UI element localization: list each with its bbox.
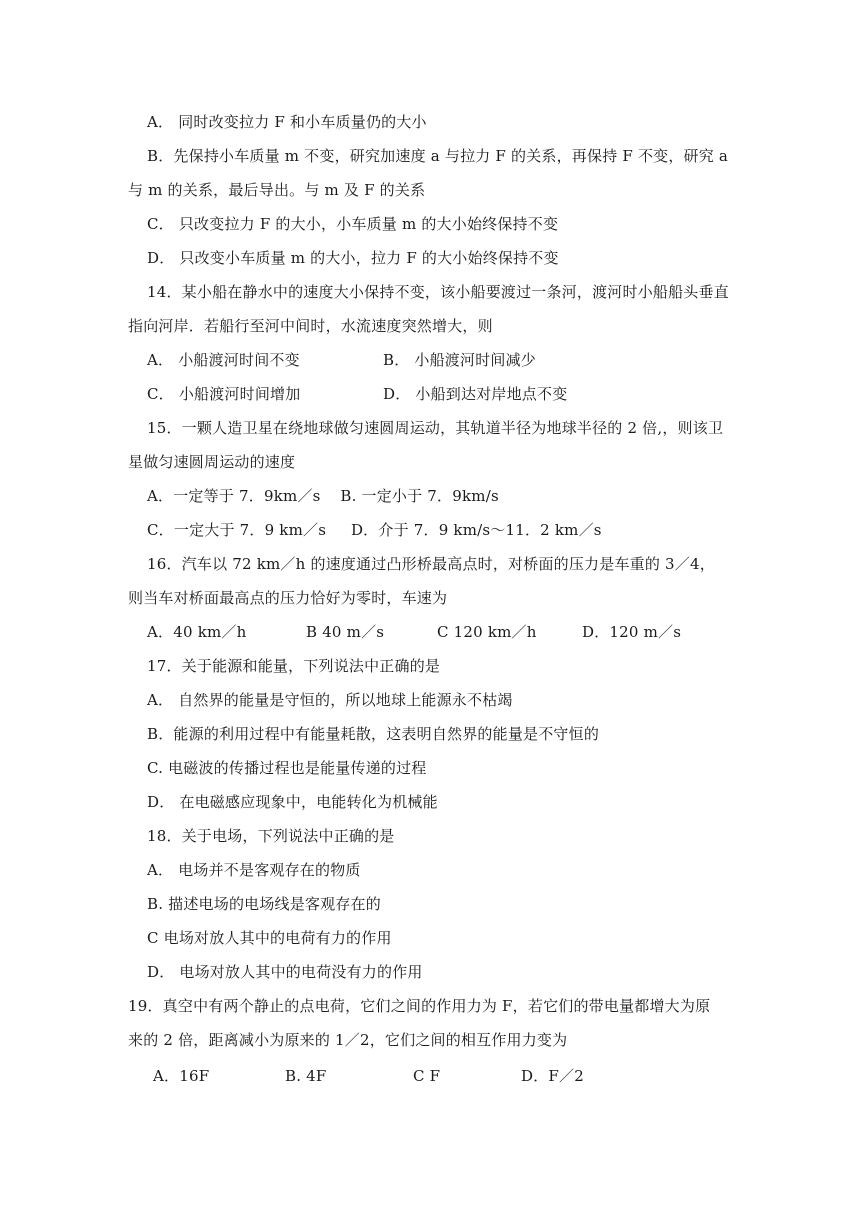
q18-option-c: C 电场对放人其中的电荷有力的作用 xyxy=(147,929,392,947)
q18-option-a: A． 电场并不是客观存在的物质 xyxy=(147,861,361,879)
q18-option-d: D． 电场对放人其中的电荷没有力的作用 xyxy=(147,963,423,981)
q17-option-a: A． 自然界的能量是守恒的，所以地球上能源永不枯竭 xyxy=(147,691,513,709)
q16-option-c: C 120 km／h xyxy=(437,623,537,641)
q13-option-a: A． 同时改变拉力 F 和小车质量仍的大小 xyxy=(147,113,427,131)
q18-option-b: B. 描述电场的电场线是客观存在的 xyxy=(147,895,381,913)
q13-option-b: B．先保持小车质量 m 不变，研究加速度 a 与拉力 F 的关系，再保持 F 不变，研究 a xyxy=(147,147,729,165)
q13-option-b-continued: 与 m 的关系，最后导出。与 m 及 F 的关系 xyxy=(128,181,426,199)
q19-option-a: A．16F xyxy=(153,1067,210,1085)
q14-stem-continued: 指向河岸．若船行至河中间时，水流速度突然增大，则 xyxy=(128,317,493,335)
q14-option-a: A． 小船渡河时间不变 xyxy=(147,351,300,369)
q15-stem: 15．一颗人造卫星在绕地球做匀速圆周运动，其轨道半径为地球半径的 2 倍,，则该卫 xyxy=(147,419,724,437)
q14-option-c: C． 小船渡河时间增加 xyxy=(147,385,301,403)
q19-stem-continued: 来的 2 倍，距离减小为原来的 1／2，它们之间的相互作用力变为 xyxy=(128,1031,568,1049)
q17-option-c: C. 电磁波的传播过程也是能量传递的过程 xyxy=(147,759,427,777)
q18-stem: 18．关于电场，下列说法中正确的是 xyxy=(147,827,395,845)
q15-stem-continued: 星做匀速圆周运动的速度 xyxy=(128,453,296,471)
q16-stem-continued: 则当车对桥面最高点的压力恰好为零时，车速为 xyxy=(128,589,448,607)
q19-option-b: B. 4F xyxy=(285,1067,327,1085)
q17-stem: 17．关于能源和能量，下列说法中正确的是 xyxy=(147,657,441,675)
q19-option-c: C F xyxy=(413,1067,441,1085)
q19-stem: 19．真空中有两个静止的点电荷，它们之间的作用力为 F，若它们的带电量都增大为原 xyxy=(128,997,711,1015)
q19-option-d: D．F／2 xyxy=(521,1067,584,1085)
q17-option-b: B．能源的利用过程中有能量耗散，这表明自然界的能量是不守恒的 xyxy=(147,725,600,743)
q17-option-d: D． 在电磁感应现象中，电能转化为机械能 xyxy=(147,793,438,811)
q15-options-cd: C．一定大于 7．9 km／s D．介于 7．9 km/s～11．2 km／s xyxy=(147,521,602,539)
q14-option-b: B． 小船渡河时间减少 xyxy=(383,351,536,369)
q16-option-b: B 40 m／s xyxy=(306,623,385,641)
q14-option-d: D． 小船到达对岸地点不变 xyxy=(383,385,568,403)
q16-stem: 16．汽车以 72 km／h 的速度通过凸形桥最高点时，对桥面的压力是车重的 3／4， xyxy=(147,555,715,573)
q14-stem: 14．某小船在静水中的速度大小保持不变，该小船要渡过一条河，渡河时小船船头垂直 xyxy=(147,283,729,301)
q13-option-d: D． 只改变小车质量 m 的大小，拉力 F 的大小始终保持不变 xyxy=(147,249,559,267)
q13-option-c: C． 只改变拉力 F 的大小，小车质量 m 的大小始终保持不变 xyxy=(147,215,559,233)
q16-option-d: D．120 m／s xyxy=(582,623,682,641)
q16-option-a: A．40 km／h xyxy=(147,623,247,641)
q15-options-ab: A．一定等于 7．9km／s B. 一定小于 7．9km/s xyxy=(147,487,499,505)
